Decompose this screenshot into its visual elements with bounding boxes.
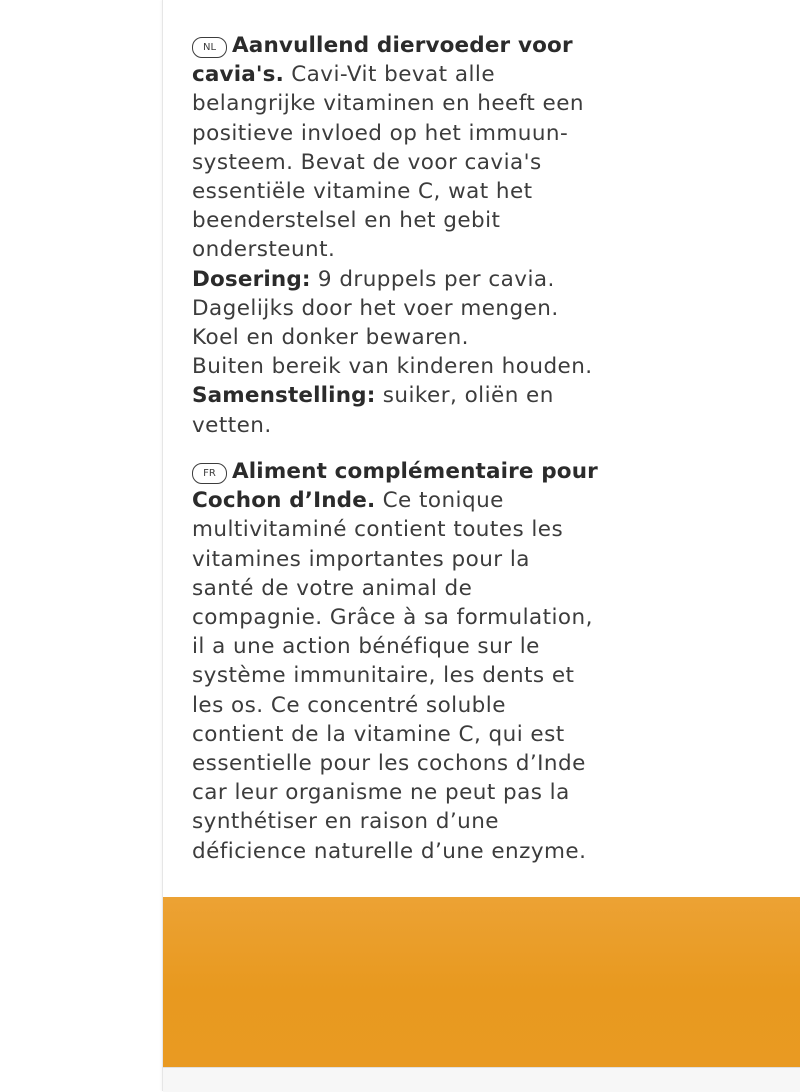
nl-line-12: Buiten bereik van kinderen houden. — [192, 354, 593, 380]
nl-line-2 — [192, 60, 772, 89]
fr-line-8: système immunitaire, les dents et — [192, 663, 575, 689]
nl-line-1 — [192, 31, 772, 60]
fr-text: Ce tonique — [382, 488, 504, 514]
nl-composition-label: Samenstelling: — [192, 383, 376, 409]
fr-line-9: les os. Ce concentré soluble — [192, 692, 506, 718]
french-section — [192, 457, 772, 866]
nl-line-8: ondersteunt. — [192, 237, 336, 263]
nl-dosage-label: Dosering: — [192, 266, 311, 292]
nl-line-11: Koel en donker bewaren. — [192, 325, 469, 351]
nl-language-badge: NL — [192, 37, 227, 58]
package-panel — [162, 0, 800, 1091]
fr-line-1 — [192, 457, 772, 486]
nl-heading: Aanvullend diervoeder voor — [232, 33, 573, 58]
nl-line-4: positieve invloed op het immuun- — [192, 120, 569, 146]
fr-line-13: synthétiser en raison d’une — [192, 809, 499, 835]
nl-line-7: beenderstelsel en het gebit — [192, 208, 501, 234]
nl-line-9 — [192, 265, 772, 294]
nl-line-13 — [192, 381, 772, 410]
fr-line-7: il a une action bénéfique sur le — [192, 634, 540, 660]
fr-line-3: multivitaminé contient toutes les — [192, 517, 564, 543]
fr-line-11: essentielle pour les cochons d’Inde — [192, 751, 586, 777]
nl-dosage-text: 9 druppels per cavia. — [317, 266, 555, 292]
nl-line-3: belangrijke vitaminen en heeft een — [192, 91, 584, 117]
fr-heading: Aliment complémentaire pour — [232, 459, 598, 484]
bottom-edge — [163, 1067, 800, 1092]
fr-line-6: compagnie. Grâce à sa formulation, — [192, 605, 593, 631]
nl-line-10: Dagelijks door het voer mengen. — [192, 295, 559, 321]
fr-line-14: déficience naturelle d’une enzyme. — [192, 838, 587, 864]
fr-line-2 — [192, 486, 772, 515]
orange-band — [163, 897, 800, 1067]
dutch-section — [192, 31, 772, 440]
nl-line-6: essentiële vitamine C, wat het — [192, 179, 533, 205]
fr-heading-cont: Cochon d’Inde. — [192, 488, 376, 514]
fr-language-badge: FR — [192, 463, 227, 484]
fr-line-5: santé de votre animal de — [192, 575, 473, 601]
nl-line-5: systeem. Bevat de voor cavia's — [192, 149, 542, 175]
fr-line-10: contient de la vitamine C, qui est — [192, 721, 565, 747]
fr-line-4: vitamines importantes pour la — [192, 546, 530, 572]
nl-composition-text: suiker, oliën en — [382, 383, 554, 409]
nl-heading-cont: cavia's. — [192, 62, 284, 88]
nl-line-14: vetten. — [192, 412, 272, 438]
nl-text: Cavi-Vit bevat alle — [291, 62, 495, 88]
fr-line-12: car leur organisme ne peut pas la — [192, 780, 570, 806]
